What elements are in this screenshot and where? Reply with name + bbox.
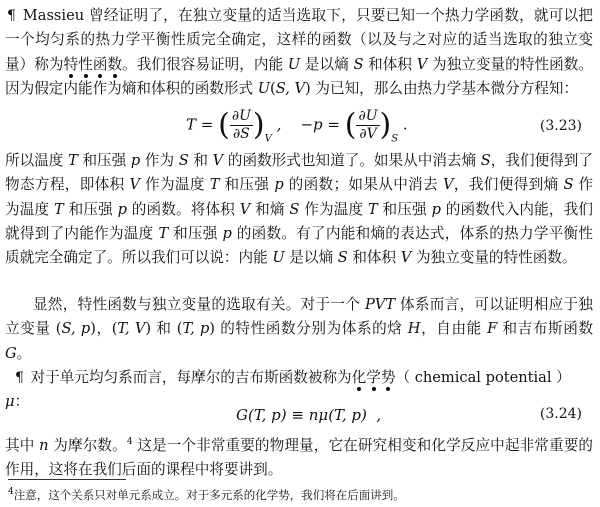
partial-U-over-partial-S: $\frac{\partial U}{\partial S}$ xyxy=(231,108,251,142)
paragraph-chemical-potential: ¶ 对于单元均匀系而言，每摩尔的吉布斯函数被称为化学势（ chemical potential ） μ： xyxy=(5,369,571,411)
term-chemical-potential: 化 xyxy=(351,369,367,386)
paragraph-molar-number: 其中 n 为摩尔数。$^4$ 这是一个非常重要的物理量，它在研究相变和化学反应中起非常重要的作用，这将在我们后面的课程中将要讲到。 xyxy=(5,436,593,479)
paragraph-derivation: 所以温度 T 和压强 p 作为 S 和 V 的函数形式也知道了。如果从中消去熵 S，我们便得到了物态方程，即体积 V 作为温度 T 和压强 p 的函数；如果从中消去 V，我们便得到熵 S 作为温度 T 和压强 p 的函数。将体积 V 和熵 S 作为温度 T 和压强 p 的函数代入内能，我们就得到了内能作为温度 T 和压强 p 的函数。有了内能和熵的表达式，体系的热力学平衡性质就完全确定了。所以我们可以说：内能 U 是以熵 S 和体积 V 为独立变量的特性函数。 xyxy=(5,152,594,267)
eq-lhs-T: T = xyxy=(186,115,214,134)
eq-mid-p: , −p = xyxy=(276,115,340,134)
footnote-rule xyxy=(8,479,126,480)
paragraph-selection-of-variables: 显然，特性函数与独立变量的选取有关。对于一个 PVT 体系而言，可以证明相应于独立变量 (S, p)，(T, V) 和 (T, p) 的特性函数分别为体系的焓 H，自由能 F 和吉布斯函数 G。 xyxy=(5,296,594,362)
equation-3-24: G(T, p) ≡ nμ(T, p) , (3.24) xyxy=(236,406,582,424)
equation-number: (3.23) xyxy=(539,118,582,134)
equation-number: (3.24) xyxy=(539,406,582,422)
footnote: $^4$注意，这个关系只对单元系成立。对于多元系的化学势，我们将在后面讲到。 xyxy=(8,487,405,502)
pilcrow-icon: ¶ xyxy=(15,370,24,386)
equation-3-23: T = ( $\frac{\partial U}{\partial S}$ )$_V$ , −p = ( $\frac{\partial U}{\partial V}$ )$_S$ . (3.23) xyxy=(186,107,582,145)
pilcrow-icon: ¶ xyxy=(7,8,16,24)
footnote-marker: 4 xyxy=(126,437,133,447)
partial-U-over-partial-V: $\frac{\partial U}{\partial V}$ xyxy=(358,108,378,142)
paragraph-characteristic-functions: ¶ Massieu 曾经证明了，在独立变量的适当选取下，只要已知一个热力学函数，就可以把一个均匀系的热力学平衡性质完全确定，这样的函数（以及与之对应的适当选取的独立变量）称为特性函数。我们很容易证明，内能 U 是以熵 S 和体积 V 为独立变量的特性函数。因为假定内能作为熵和体积的函数形式 U(S, V) 为已知，那么由热力学基本微分方程知： xyxy=(5,7,593,97)
